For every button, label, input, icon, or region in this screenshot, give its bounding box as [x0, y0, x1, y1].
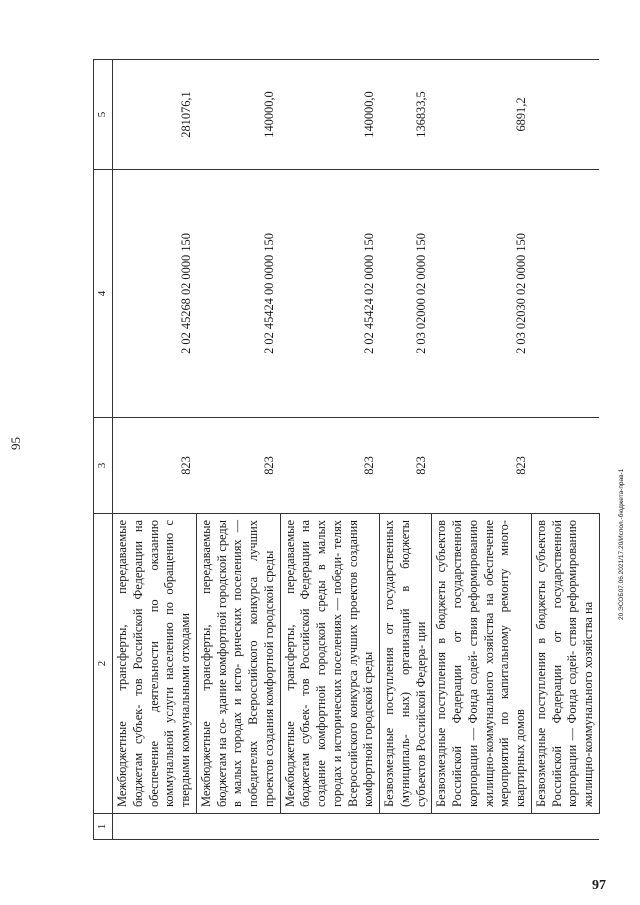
amount-cell: [531, 60, 599, 170]
column-header: 5: [94, 60, 113, 170]
admin-code-cell: 823: [113, 418, 197, 514]
classification-code-cell: 2 03 02030 02 0000 150: [432, 170, 532, 418]
admin-code-cell: 823: [196, 418, 280, 514]
classification-code-cell: 2 03 02000 02 0000 150: [380, 170, 432, 418]
column-header: 1: [94, 814, 113, 840]
admin-code-cell: 823: [280, 418, 380, 514]
table-row: [113, 60, 197, 840]
description-cell: Безвозмездные поступления от государственных (муниципаль- ных) организаций в бюджеты субъектов Российской Федера- ции: [380, 514, 432, 814]
table-row: [531, 60, 599, 840]
description-cell: Безвозмездные поступления в бюджеты субъектов Российской Федерации от государственной корпорации — Фонда содей- ствия реформированию жилищно-коммунального хозяйства на: [531, 514, 599, 814]
amount-cell: 136833,5: [380, 60, 432, 170]
column-header: 3: [94, 418, 113, 514]
row-number-cell: [380, 814, 432, 840]
admin-code-cell: 823: [380, 418, 432, 514]
amount-cell: 6891,2: [432, 60, 532, 170]
column-header: 2: [94, 514, 113, 814]
description-cell: Межбюджетные трансферты, передаваемые бюджетам субъек- тов Российской Федерации на обеспечение деятельности по оказанию коммунальной услуги населению по обращению с твердыми коммунальными отходами: [113, 514, 197, 814]
amount-cell: 140000,0: [280, 60, 380, 170]
description-cell: Межбюджетные трансферты, передаваемые бюджетам субъек- тов Российской Федерации на создание комфортной городской среды в малых городах и исторических поселениях — победи- телях Всероссийского конкурса лучших проектов создания комфортной городской среды: [280, 514, 380, 814]
page-header-number: 95: [8, 437, 23, 450]
amount-cell: 140000,0: [196, 60, 280, 170]
description-cell: Межбюджетные трансферты, передаваемые бюджетам на со- здание комфортной городской среды в малых городах и исто- рических поселениях — победителях Всероссийского конкурса лучших проектов создания комфортной городской среды: [196, 514, 280, 814]
admin-code-cell: 823: [432, 418, 532, 514]
row-number-cell: [280, 814, 380, 840]
rotated-page-content: [93, 60, 595, 840]
row-number-cell: [531, 814, 599, 840]
table-row: [380, 60, 432, 840]
footer-document-reference: 20.ЭСОБ07.06.2021/17.20/Испол.-бюджета-прав-1: [618, 468, 625, 620]
page-bottom-number: 97: [592, 878, 606, 893]
admin-code-cell: [531, 418, 599, 514]
table-header-row: [94, 60, 113, 840]
table-row: [280, 60, 380, 840]
row-number-cell: [432, 814, 532, 840]
revenue-table: [93, 59, 600, 840]
column-header: 4: [94, 170, 113, 418]
table-row: [196, 60, 280, 840]
amount-cell: 281076,1: [113, 60, 197, 170]
classification-code-cell: 2 02 45424 02 0000 150: [280, 170, 380, 418]
classification-code-cell: 2 02 45424 00 0000 150: [196, 170, 280, 418]
row-number-cell: [196, 814, 280, 840]
table-row: [432, 60, 532, 840]
classification-code-cell: 2 02 45268 02 0000 150: [113, 170, 197, 418]
row-number-cell: [113, 814, 197, 840]
description-cell: Безвозмездные поступления в бюджеты субъектов Российской Федерации от государственной корпорации — Фонда содей- ствия реформированию жилищно-коммунального хозяйства на обеспечение мероприятий по капитальному ремонту много- квартирных домов: [432, 514, 532, 814]
classification-code-cell: [531, 170, 599, 418]
